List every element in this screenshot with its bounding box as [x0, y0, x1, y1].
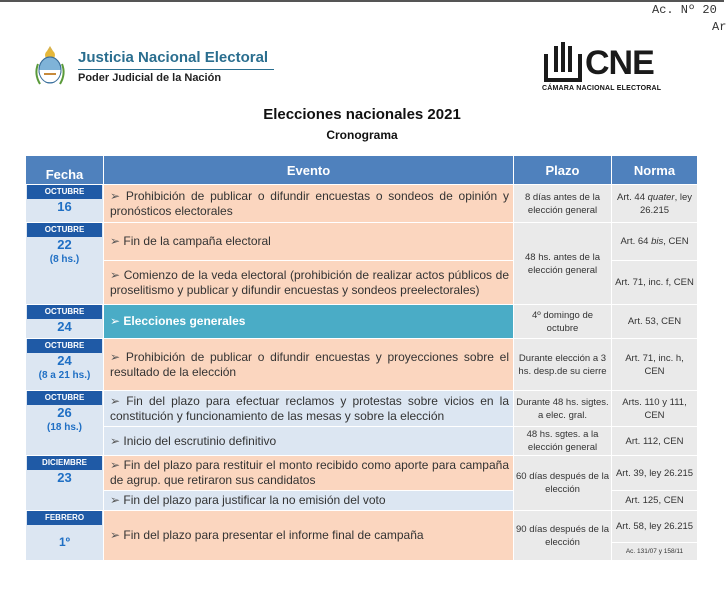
arrow-bullet-icon: ➢ — [110, 188, 121, 203]
event-text: Elecciones generales — [123, 314, 246, 328]
table-row — [26, 456, 698, 491]
event-cell — [104, 491, 514, 511]
event-text: Fin del plazo para presentar el informe final de campaña — [123, 528, 424, 542]
month-label: OCTUBRE — [27, 339, 102, 353]
plazo-cell: 4º domingo de octubre — [514, 305, 612, 339]
table-header-row — [26, 156, 698, 185]
column-header-fecha: Fecha — [26, 156, 104, 185]
table-row — [26, 185, 698, 223]
day-label: 26 — [57, 405, 72, 420]
event-cell — [104, 511, 514, 561]
arrow-bullet-icon: ➢ — [110, 393, 121, 408]
event-cell-highlighted — [104, 305, 514, 339]
event-text: Inicio del escrutinio definitivo — [123, 433, 277, 448]
day-label: 24 — [57, 353, 72, 368]
date-cell — [26, 511, 104, 561]
norma-cell: Art. 112, CEN — [612, 427, 698, 456]
month-label: OCTUBRE — [27, 223, 102, 237]
arrow-bullet-icon: ➢ — [110, 314, 121, 328]
document-subtitle: Cronograma — [326, 128, 398, 142]
event-cell — [104, 261, 514, 305]
norma-cell: Art. 44 quater, ley 26.215 — [612, 185, 698, 223]
table-row — [26, 305, 698, 339]
plazo-cell: 60 días después de la elección — [514, 456, 612, 511]
norma-cell: Art. 71, inc. h, CEN — [612, 339, 698, 391]
arrow-bullet-icon: ➢ — [110, 458, 121, 472]
event-text: Fin del plazo para restituir el monto recibido como aporte para campaña de agrup. que retiraron sus candidatos — [110, 458, 509, 487]
plazo-cell: Durante 48 hs. sigtes. a elec. gral. — [514, 391, 612, 427]
column-header-plazo: Plazo — [514, 156, 612, 185]
plazo-cell: Durante elección a 3 hs. desp.de su cierre — [514, 339, 612, 391]
norma-cell: Arts. 110 y 111, CEN — [612, 391, 698, 427]
document-title: Elecciones nacionales 2021 — [263, 106, 461, 123]
plazo-cell: 90 días después de la elección — [514, 511, 612, 561]
arrow-bullet-icon: ➢ — [110, 234, 121, 248]
hour-label: (8 hs.) — [49, 254, 80, 265]
event-cell — [104, 223, 514, 261]
arrow-bullet-icon: ➢ — [110, 349, 121, 364]
cne-wordmark: CNE — [585, 44, 654, 82]
event-cell — [104, 391, 514, 427]
arrow-bullet-icon: ➢ — [110, 493, 121, 507]
norma-cell: Art. 53, CEN — [612, 305, 698, 339]
norma-cell: Art. 64 bis, CEN — [612, 223, 698, 261]
day-label: 1º — [58, 535, 71, 549]
hour-label: (18 hs.) — [46, 422, 82, 433]
month-label: OCTUBRE — [27, 391, 102, 405]
plazo-cell: 48 hs. antes de la elección general — [514, 223, 612, 305]
plazo-cell: 8 días antes de la elección general — [514, 185, 612, 223]
event-text: Comienzo de la veda electoral (prohibición de realizar actos públicos de proselitismo y publicar y difundir encuestas y sondeos preelectorales) — [110, 267, 509, 297]
cne-logo-icon — [544, 42, 582, 82]
date-cell — [26, 456, 104, 511]
norma-cell: Art. 125, CEN — [612, 491, 698, 511]
event-cell — [104, 185, 514, 223]
argentina-coat-of-arms-icon — [34, 44, 66, 88]
top-border-line — [0, 0, 724, 2]
acordada-number-cont: Ar — [712, 20, 726, 34]
event-text: Prohibición de publicar o difundir encuestas o sondeos de opinión y pronósticos electorales — [110, 188, 509, 218]
hour-label: (8 a 21 hs.) — [38, 370, 91, 381]
month-label: FEBRERO — [27, 511, 102, 525]
column-header-evento: Evento — [104, 156, 514, 185]
day-label: 16 — [57, 199, 72, 214]
norma-cell: Art. 39, ley 26.215 — [612, 456, 698, 491]
jne-subtitle: Poder Judicial de la Nación — [78, 72, 222, 84]
arrow-bullet-icon: ➢ — [110, 267, 121, 282]
schedule-table — [25, 155, 698, 561]
date-cell — [26, 391, 104, 456]
table-row — [26, 339, 698, 391]
event-text: Fin de la campaña electoral — [123, 234, 271, 248]
cne-subtitle: CÁMARA NACIONAL ELECTORAL — [542, 85, 662, 92]
norma-cell-small: Ac. 131/07 y 158/11 — [612, 543, 698, 561]
day-label: 24 — [57, 319, 72, 334]
column-header-norma: Norma — [612, 156, 698, 185]
month-label: OCTUBRE — [27, 185, 102, 199]
event-cell — [104, 339, 514, 391]
jne-underline — [78, 69, 274, 70]
event-cell — [104, 456, 514, 491]
jne-title: Justicia Nacional Electoral — [78, 49, 269, 66]
norma-cell: Art. 71, inc. f, CEN — [612, 261, 698, 305]
arrow-bullet-icon: ➢ — [110, 433, 121, 448]
date-cell — [26, 185, 104, 223]
date-cell — [26, 305, 104, 339]
event-text: Fin del plazo para justificar la no emisión del voto — [123, 493, 386, 507]
month-label: OCTUBRE — [27, 305, 102, 319]
table-row — [26, 427, 698, 456]
date-cell — [26, 339, 104, 391]
table-row — [26, 511, 698, 543]
plazo-cell: 48 hs. sgtes. a la elección general — [514, 427, 612, 456]
norma-cell: Art. 58, ley 26.215 — [612, 511, 698, 543]
date-cell — [26, 223, 104, 305]
event-text: Prohibición de publicar o difundir encuestas y proyecciones sobre el resultado de la elección — [110, 349, 509, 379]
arrow-bullet-icon: ➢ — [110, 528, 121, 542]
month-label: DICIEMBRE — [27, 456, 102, 470]
table-row — [26, 391, 698, 427]
table-row — [26, 223, 698, 261]
acordada-number: Ac. Nº 20 — [652, 3, 717, 17]
day-label: 22 — [57, 237, 72, 252]
day-label: 23 — [57, 470, 72, 485]
event-cell — [104, 427, 514, 456]
event-text: Fin del plazo para efectuar reclamos y protestas sobre vicios en la constitución y funcionamiento de las mesas y sobre la elección — [110, 393, 509, 423]
